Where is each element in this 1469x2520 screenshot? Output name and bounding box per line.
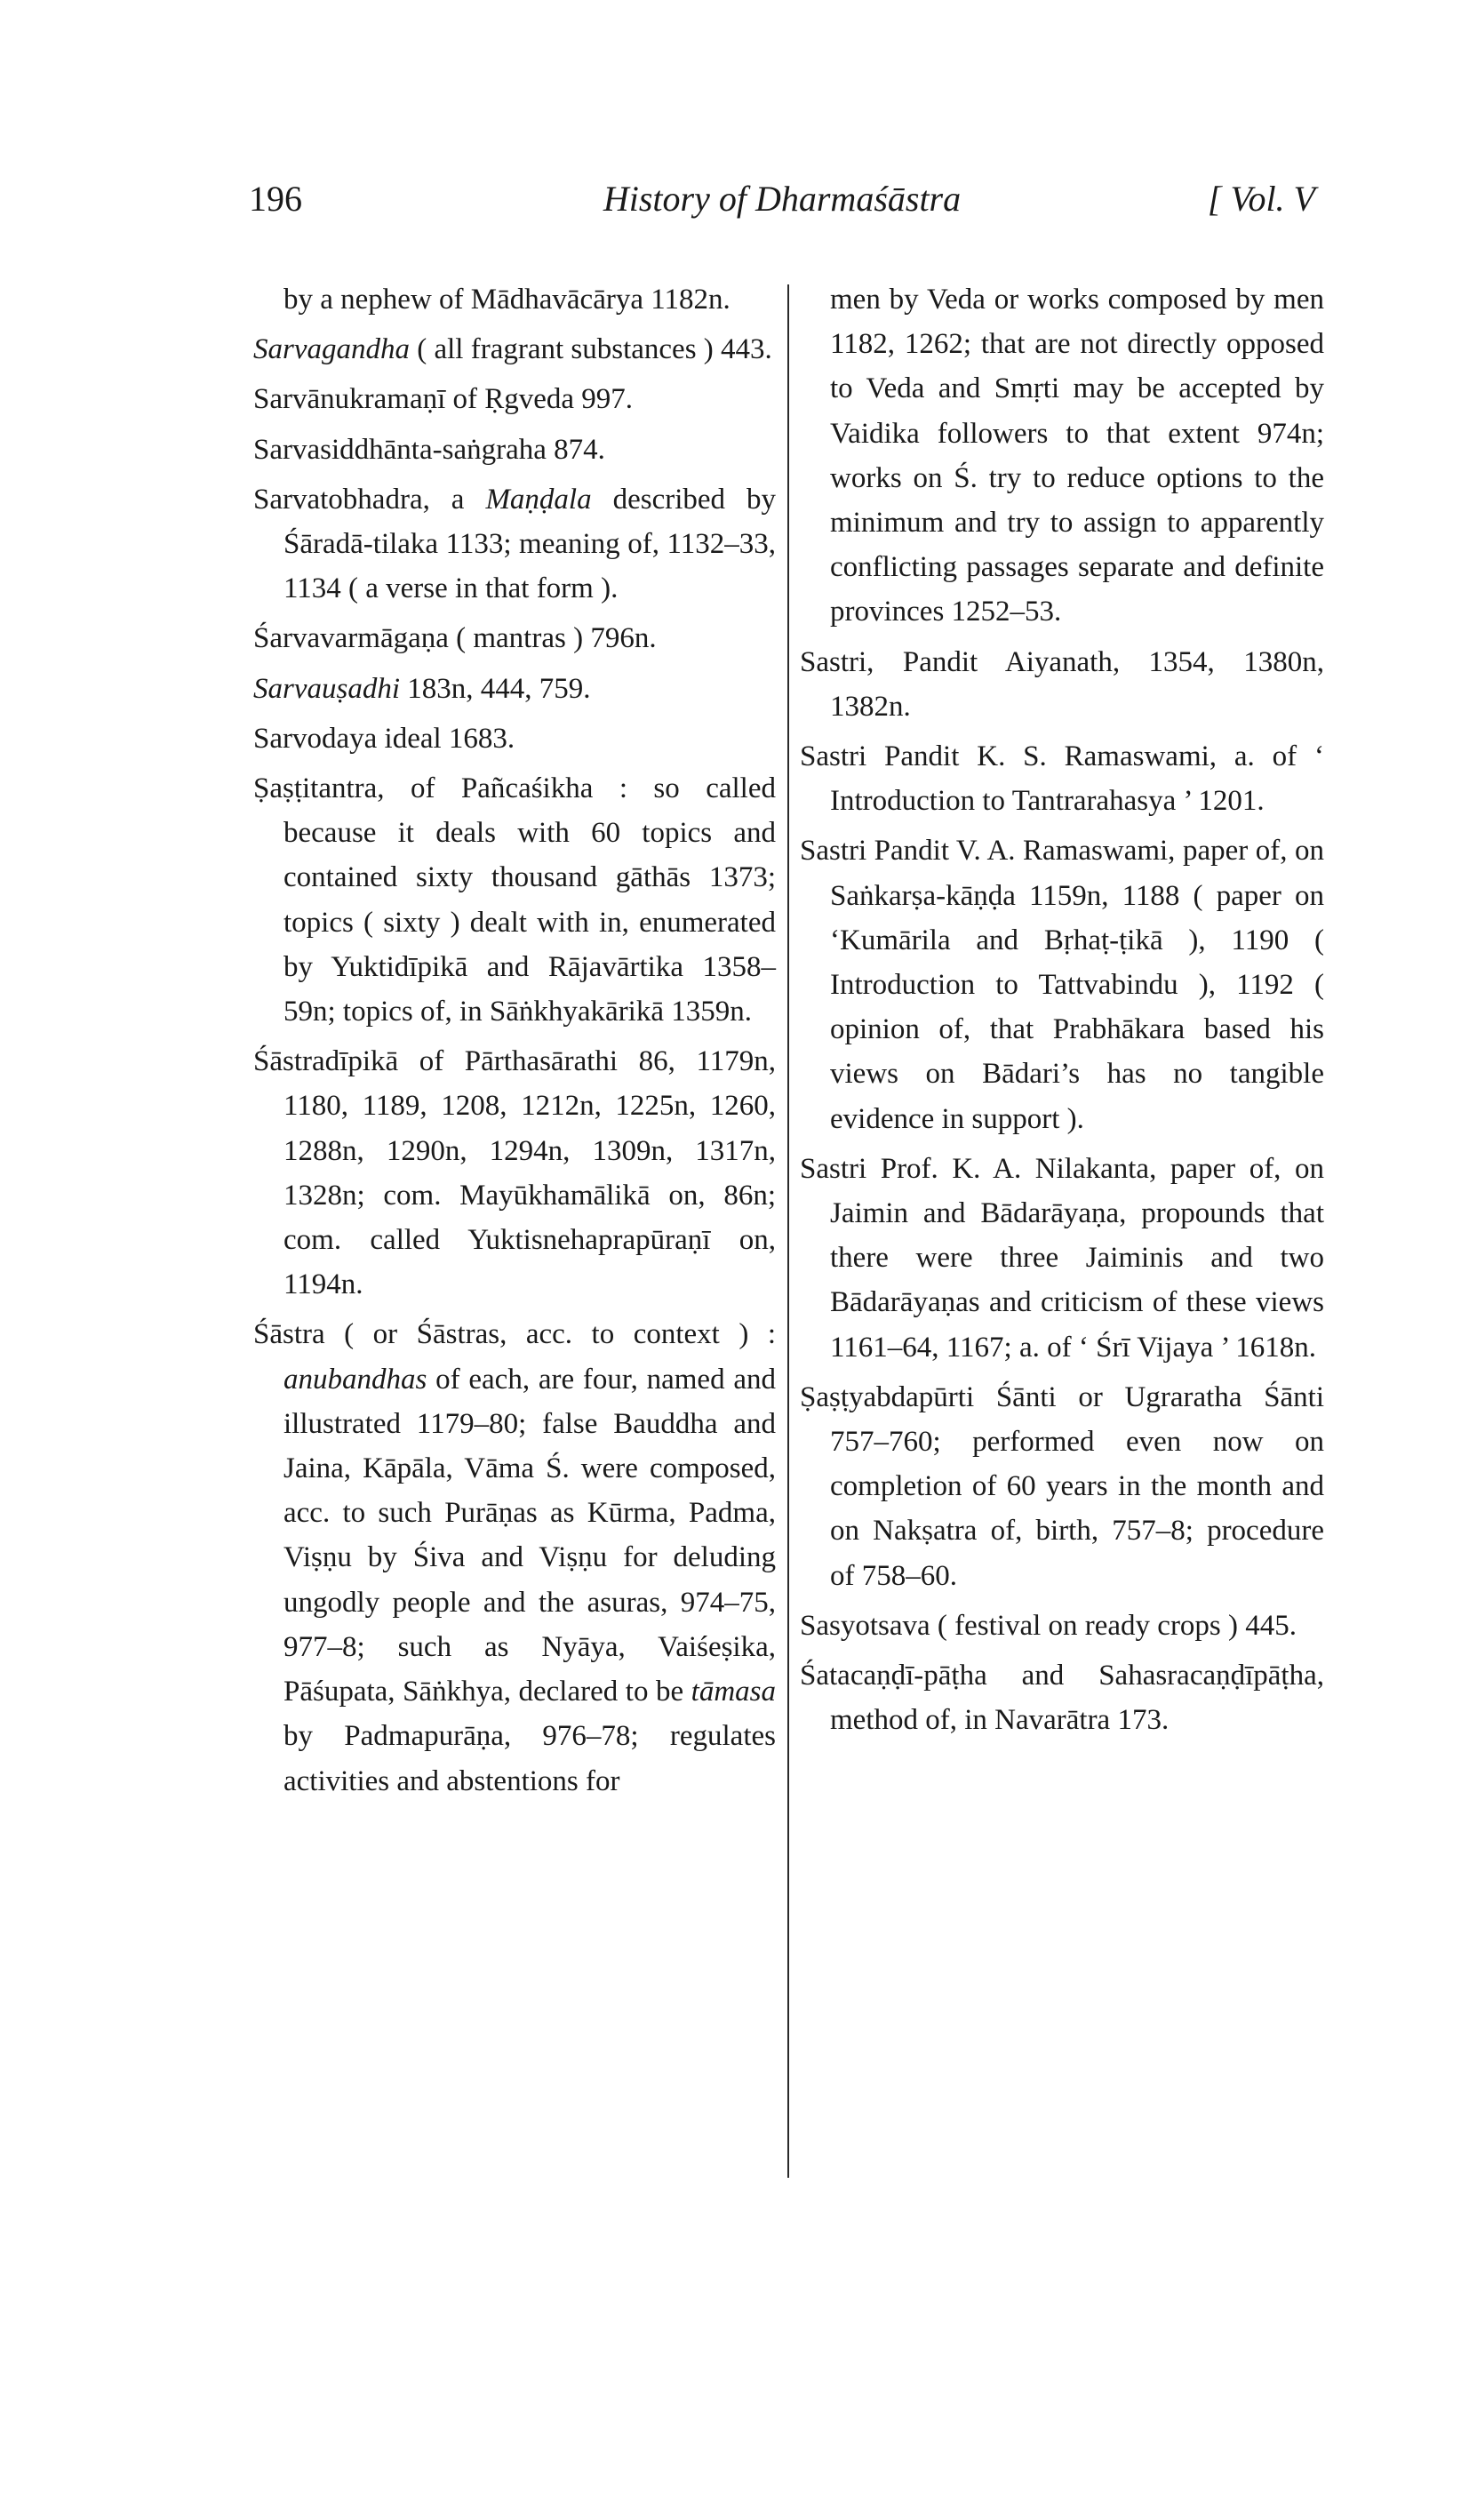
index-entry: Sarvānukramaṇī of Ṛgveda 997. (253, 383, 634, 416)
running-title: History of Dharmaśāstra (603, 179, 962, 219)
entry-text: by Padmapurāṇa, 976–78; regulates activities and abstentions for (283, 1720, 776, 1797)
entry-head: Sarvauṣadhi (253, 672, 400, 705)
index-entry (253, 477, 776, 612)
entry-text: Śāstra ( or Śāstras, acc. to context ) : (253, 1318, 776, 1351)
entry-text: Sarvatobhadra, a (253, 483, 486, 516)
continuation-text: men by Veda or works composed by men 1182, 1262; that are not directly opposed to Veda and Smṛti may be accepted by Vaidika followers to that extent 974n; works on Ś. try to reduce options to the minimum and try to assign to apparently conflicting passages separate and definite provinces 1252–53. (830, 284, 1324, 628)
index-entry: Sastri Prof. K. A. Nilakanta, paper of, on Jaimin and Bādarāyaṇa, propounds that there were three Jaiminis and two Bādarāyaṇas and criticism of these views 1161–64, 1167; a. of ‘ Śrī Vijaya ’ 1618n. (800, 1152, 1324, 1364)
entry-text: of each, are four, named and illustrated 1179–80; false Bauddha and Jaina, Kāpāla, Vāma Ś. were composed, acc. to such Purāṇas as Kūrma, Padma, Viṣṇu by Śiva and Viṣṇu for deluding ungodly people and the asuras, 974–75, 977–8; such as Nyāya, Vaiśeṣika, Pāśupata, Sāṅkhya, declared to be (283, 1363, 776, 1708)
continuation-text: by a nephew of Mādhavācārya 1182n. (283, 284, 731, 316)
left-column (253, 277, 776, 1809)
entry-italic: Maṇḍala (485, 483, 592, 516)
index-entry: Ṣaṣṭyabdapūrti Śānti or Ugraratha Śānti 757–760; performed even now on completion of 60 years in the month and on Nakṣatra of, birth, 757–8; procedure of 758–60. (800, 1380, 1324, 1592)
entry-italic: tāmasa (691, 1676, 776, 1708)
index-entry: Sastri, Pandit Aiyanath, 1354, 1380n, 1382n. (800, 645, 1324, 723)
page-header (249, 178, 1315, 231)
volume-label: [ Vol. V (1207, 179, 1315, 219)
right-column (800, 277, 1324, 1748)
page-number: 196 (249, 179, 302, 219)
index-entry (253, 1312, 776, 1803)
entry-text: 183n, 444, 759. (400, 672, 591, 705)
index-entry: Sastri Pandit V. A. Ramaswami, paper of, on Saṅkarṣa-kāṇḍa 1159n, 1188 ( paper on ‘Kumārila and Bṛhaṭ-ṭikā ), 1190 ( Introduction to Tattvabindu ), 1192 ( opinion of, that Prabhākara based his views on Bādari’s has no tangible evidence in support ). (800, 835, 1324, 1135)
column-divider (787, 284, 789, 2178)
index-entry: Sarvasiddhānta-saṅgraha 874. (253, 433, 605, 466)
entry-italic: anubandhas (283, 1363, 427, 1396)
index-entry: Sastri Pandit K. S. Ramaswami, a. of ‘ Introduction to Tantrarahasya ’ 1201. (800, 740, 1324, 818)
index-entry (253, 667, 776, 711)
index-entry: Sarvodaya ideal 1683. (253, 722, 515, 755)
index-entry: Śatacaṇḍī-pāṭha and Sahasracaṇḍīpāṭha, method of, in Navarātra 173. (800, 1660, 1324, 1737)
index-entry: Śarvavarmāgaṇa ( mantras ) 796n. (253, 622, 657, 655)
index-entry (253, 327, 776, 372)
entry-text: ( all fragrant substances ) 443. (410, 333, 772, 366)
index-entry: Śāstradīpikā of Pārthasārathi 86, 1179n, 1180, 1189, 1208, 1212n, 1225n, 1260, 1288n, 1290n, 1294n, 1309n, 1317n, 1328n; com. Mayūkhamālikā on, 86n; com. called Yuktisnehaprapūraṇī on, 1194n. (253, 1045, 776, 1301)
index-entry: Ṣaṣṭitantra, of Pañcaśikha : so called because it deals with 60 topics and contained sixty thousand gāthās 1373; topics ( sixty ) dealt with in, enumerated by Yuktidīpikā and Rājavārtika 1358–59n; topics of, in Sāṅkhyakārikā 1359n. (253, 772, 776, 1028)
index-entry: Sasyotsava ( festival on ready crops ) 445. (800, 1609, 1297, 1642)
entry-text: described by Śāradā-tilaka 1133; meaning of, 1132–33, 1134 ( a verse in that form ). (283, 483, 776, 605)
entry-head: Sarvagandha (253, 333, 410, 366)
